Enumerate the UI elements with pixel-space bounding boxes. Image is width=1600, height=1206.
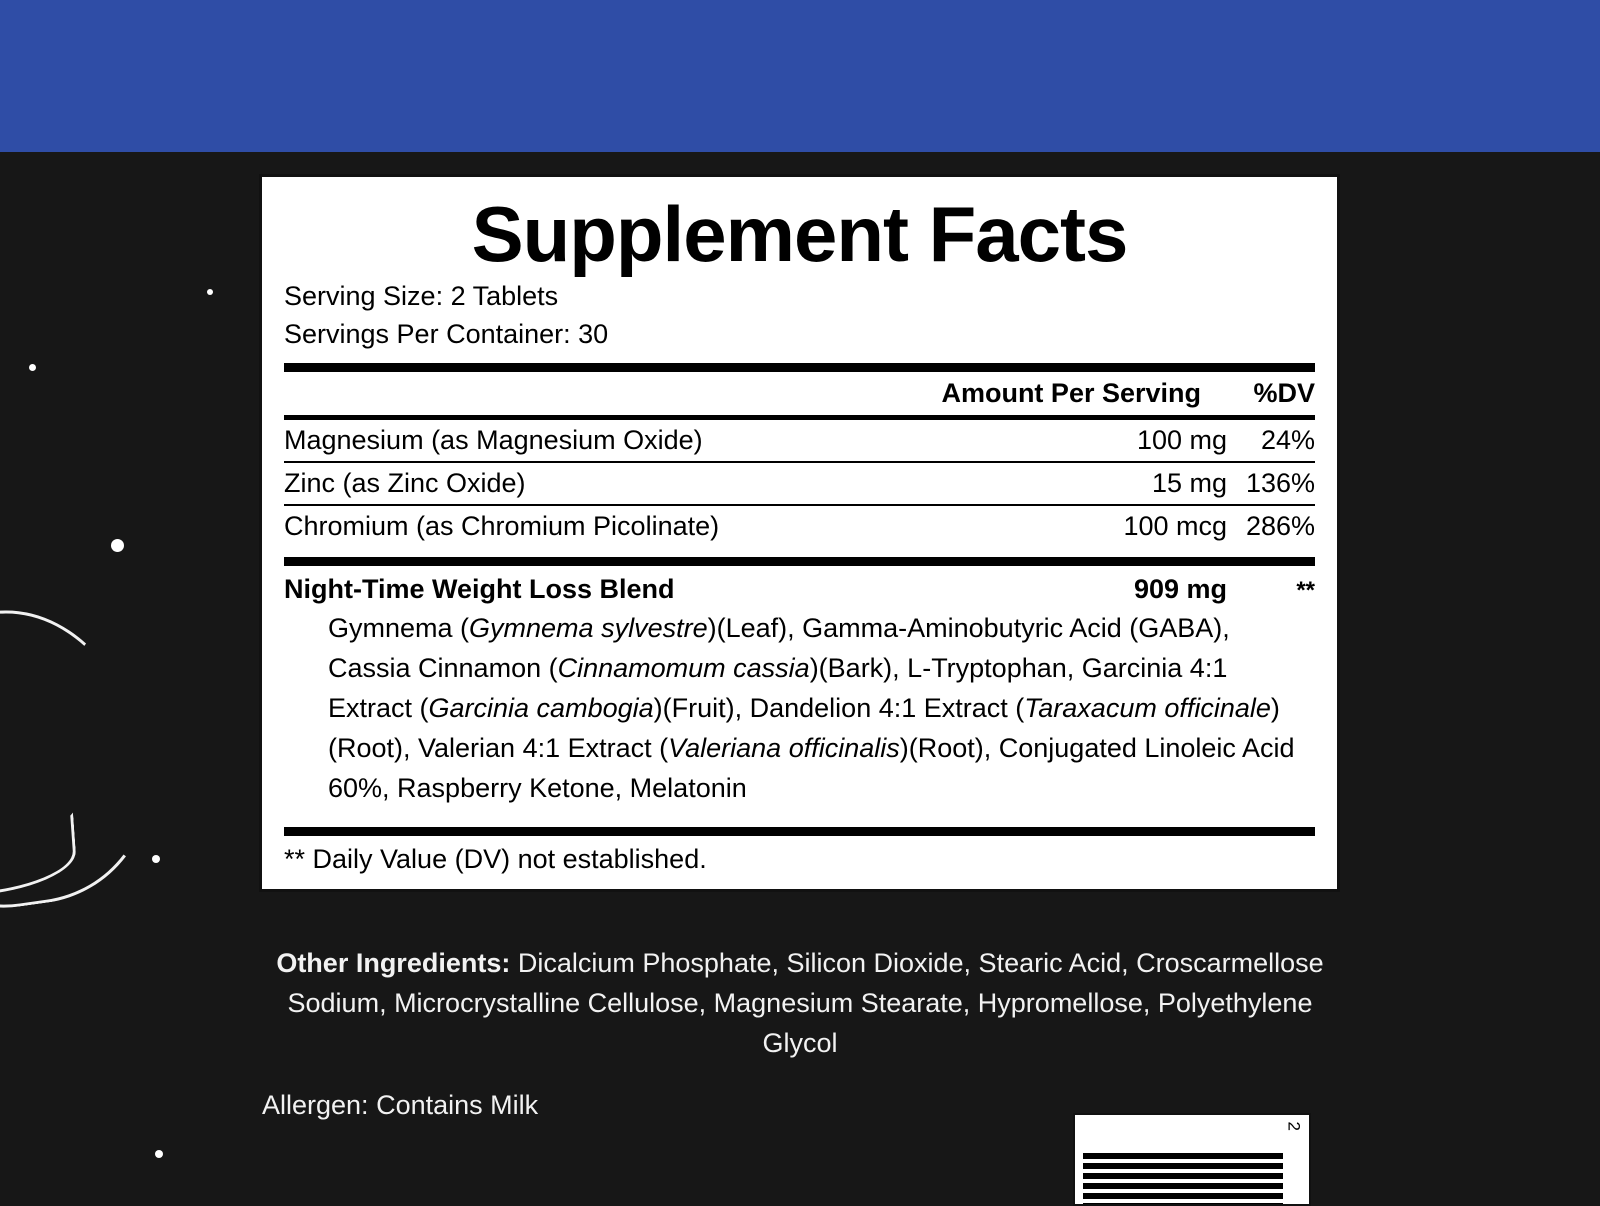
nutrient-amount: 15 mg — [1151, 468, 1227, 499]
nutrient-name: Magnesium (as Magnesium Oxide) — [284, 425, 703, 456]
blend-name: Night-Time Weight Loss Blend — [284, 574, 675, 605]
star-dot — [111, 539, 124, 552]
other-ingredients-label: Other Ingredients: — [276, 948, 511, 978]
barcode-lines — [1083, 1153, 1283, 1206]
dv-footnote: ** Daily Value (DV) not established. — [284, 843, 707, 874]
star-dot — [29, 364, 36, 371]
header-percent-dv: %DV — [1253, 378, 1315, 409]
blend-dv: ** — [1296, 577, 1315, 605]
divider-thick-blend — [284, 557, 1315, 566]
table-header-row — [284, 372, 1315, 415]
nutrient-amount: 100 mg — [1136, 425, 1227, 456]
blend-amount: 909 mg — [1133, 574, 1227, 605]
table-row — [284, 506, 1315, 547]
allergen-statement: Allergen: Contains Milk — [262, 1090, 539, 1120]
nutrient-dv: 136% — [1245, 468, 1315, 499]
panel-title: Supplement Facts — [471, 190, 1128, 278]
header-amount-per-serving: Amount Per Serving — [941, 378, 1201, 409]
top-color-band — [0, 0, 1600, 152]
blend-ingredient-list: Gymnema (Gymnema sylvestre)(Leaf), Gamma-Aminobutyric Acid (GABA), Cassia Cinnamon (Cinnamomum cassia)(Bark), L-Tryptophan, Garcinia 4:1 Extract (Garcinia cambogia)(Fruit), Dandelion 4:1 Extract (Taraxacum officinale)(Root), Valerian 4:1 Extract (Valeriana officinalis)(Root), Conjugated Linoleic Acid 60%, Raspberry Ketone, Melatonin — [328, 613, 1295, 804]
barcode-number: 2 — [1284, 1121, 1303, 1131]
star-dot — [155, 1150, 163, 1158]
other-ingredients-text: Dicalcium Phosphate, Silicon Dioxide, Stearic Acid, Croscarmellose Sodium, Microcrystalline Cellulose, Magnesium Stearate, Hypromellose, Polyethylene Glycol — [287, 948, 1324, 1058]
nutrient-name: Chromium (as Chromium Picolinate) — [284, 511, 720, 542]
supplement-facts-panel — [259, 174, 1340, 892]
nutrient-name: Zinc (as Zinc Oxide) — [284, 468, 526, 499]
nutrient-dv: 24% — [1260, 425, 1315, 456]
barcode — [1073, 1113, 1311, 1206]
serving-size: Serving Size: 2 Tablets — [284, 280, 559, 311]
table-row — [284, 463, 1315, 504]
other-ingredients — [270, 944, 1330, 1064]
table-row — [284, 420, 1315, 461]
servings-per-container: Servings Per Container: 30 — [284, 318, 609, 349]
blend-row — [284, 566, 1315, 607]
nutrient-amount: 100 mcg — [1123, 511, 1227, 542]
divider-thick-top — [284, 363, 1315, 372]
star-dot — [152, 855, 160, 863]
star-dot — [207, 289, 213, 295]
nutrient-dv: 286% — [1245, 511, 1315, 542]
divider-thick-bottom — [284, 827, 1315, 836]
